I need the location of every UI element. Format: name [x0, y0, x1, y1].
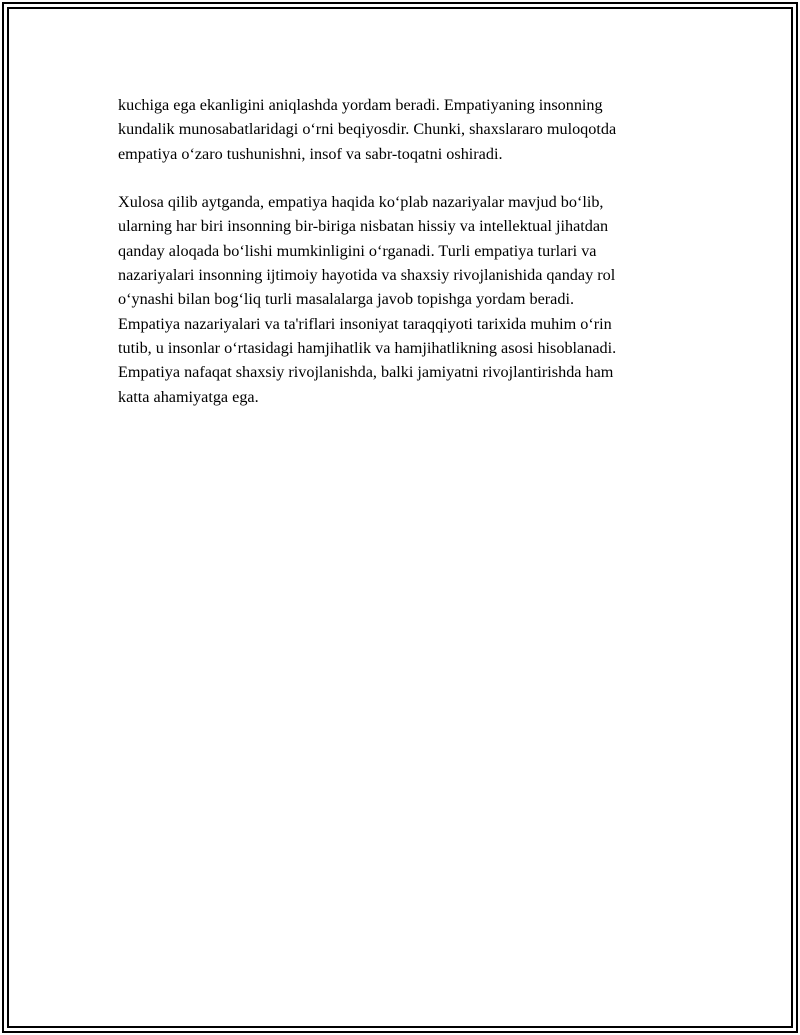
text-line: tutib, u insonlar o‘rtasidagi hamjihatlik va hamjihatlikning asosi hisoblanadi. — [118, 338, 617, 357]
text-line: katta ahamiyatga ega. — [118, 387, 259, 406]
text-line: empatiya o‘zaro tushunishni, insof va sabr-toqatni oshiradi. — [118, 144, 503, 163]
text-line: Empatiya nafaqat shaxsiy rivojlanishda, balki jamiyatni rivojlantirishda ham — [118, 363, 614, 382]
text-line: ularning har biri insonning bir-biriga nisbatan hissiy va intellektual jihatdan — [118, 217, 609, 236]
document-page — [118, 93, 708, 409]
text-line: kuchiga ega ekanligini aniqlashda yordam beradi. Empatiyaning insonning — [118, 96, 603, 114]
text-line: o‘ynashi bilan bog‘liq turli masalalarga javob topishga yordam beradi. — [118, 290, 574, 309]
text-line: Xulosa qilib aytganda, empatiya haqida ko‘plab nazariyalar mavjud bo‘lib, — [118, 193, 604, 212]
text-line: qanday aloqada bo‘lishi mumkinligini o‘rganadi. Turli empatiya turlari va — [118, 241, 597, 260]
text-line: nazariyalari insonning ijtimoiy hayotida va shaxsiy rivojlanishida qanday rol — [118, 266, 616, 285]
paragraph-conclusion — [118, 190, 708, 409]
text-line: kundalik munosabatlaridagi o‘rni beqiyosdir. Chunki, shaxslararo muloqotda — [118, 120, 617, 139]
text-line: Empatiya nazariyalari va ta'riflari insoniyat taraqqiyoti tarixida muhim o‘rin — [118, 314, 612, 333]
paragraph-empathy-role — [118, 93, 708, 166]
